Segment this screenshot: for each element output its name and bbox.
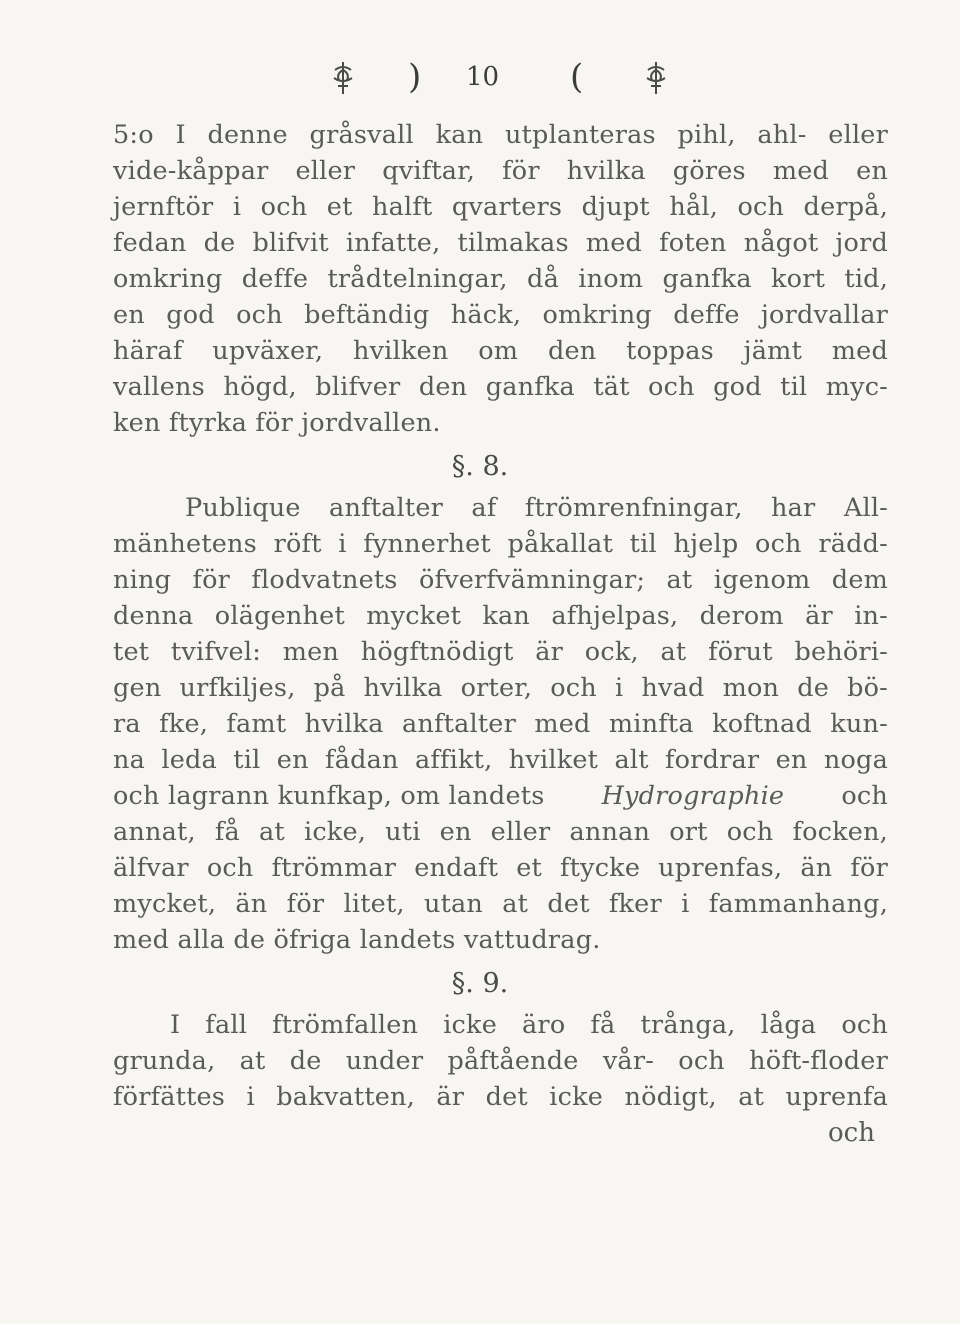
text-line: gen urfkiljes, på hvilka orter, och i hvad mon de bö- xyxy=(113,673,888,703)
text-line: na leda til en fådan affikt, hvilket alt fordrar en noga xyxy=(113,745,888,775)
page-number: 10 xyxy=(466,62,500,92)
text-line: fedan de blifvit infatte, tilmakas med foten något jord xyxy=(113,228,888,258)
text-line: häraf upväxer, hvilken om den toppas jämt med xyxy=(113,336,888,366)
text-line: omkring deffe trådtelningar, då inom ganfka kort tid, xyxy=(113,264,888,294)
text-line: grunda, at de under påftående vår- och höft-floder xyxy=(113,1046,888,1076)
text-line: ken ftyrka för jordvallen. xyxy=(113,408,441,438)
text-line: en god och beftändig häck, omkring deffe jordvallar xyxy=(113,300,888,330)
section-heading-8: §. 8. xyxy=(451,451,509,482)
text-line: med alla de öfriga landets vattudrag. xyxy=(113,925,601,955)
text-line: denna olägenhet mycket kan afhjelpas, derom är in- xyxy=(113,601,888,631)
emphasized-word: Hydrographie xyxy=(601,781,785,811)
text-line: ra fke, famt hvilka anftalter med minfta koftnad kun- xyxy=(113,709,888,739)
text-line: Publique anftalter af ftrömrenfningar, har All- xyxy=(185,493,888,523)
text-line: I fall ftrömfallen icke äro få trånga, låga och xyxy=(170,1010,888,1040)
text-line: förfättes i bakvatten, är det icke nödigt, at uprenfa xyxy=(113,1082,888,1112)
text-line: mänhetens röft i fynnerhet påkallat til hjelp och rädd- xyxy=(113,529,888,559)
header-paren-left: ) xyxy=(408,57,422,97)
section-heading-9: §. 9. xyxy=(451,968,509,999)
text-line: 5:o I denne gråsvall kan utplanteras pihl, ahl- eller xyxy=(113,120,888,150)
text-line: ning för flodvatnets öfverfvämningar; at igenom dem xyxy=(113,565,888,595)
text-line xyxy=(113,778,888,814)
text-fragment: och lagrann kunfkap, om landets xyxy=(113,781,545,811)
catchword: och xyxy=(828,1118,875,1148)
text-line: vide-kåppar eller qviftar, för hvilka göres med en xyxy=(113,156,888,186)
text-line: mycket, än för litet, utan at det fker i fammanhang, xyxy=(113,889,888,919)
header-paren-right: ( xyxy=(570,57,584,97)
page-header xyxy=(0,52,960,102)
text-line: vallens högd, blifver den ganfka tät och god til myc- xyxy=(113,372,888,402)
fleuron-ornament-icon xyxy=(330,60,356,96)
text-line: älfvar och ftrömmar endaft et ftycke uprenfas, än för xyxy=(113,853,888,883)
text-line: annat, få at icke, uti en eller annan ort och focken, xyxy=(113,817,888,847)
fleuron-ornament-icon xyxy=(643,60,669,96)
text-line: tet tvifvel: men högftnödigt är ock, at förut behöri- xyxy=(113,637,888,667)
text-line: jernftör i och et halft qvarters djupt hål, och derpå, xyxy=(113,192,888,222)
text-fragment: och xyxy=(841,781,888,811)
